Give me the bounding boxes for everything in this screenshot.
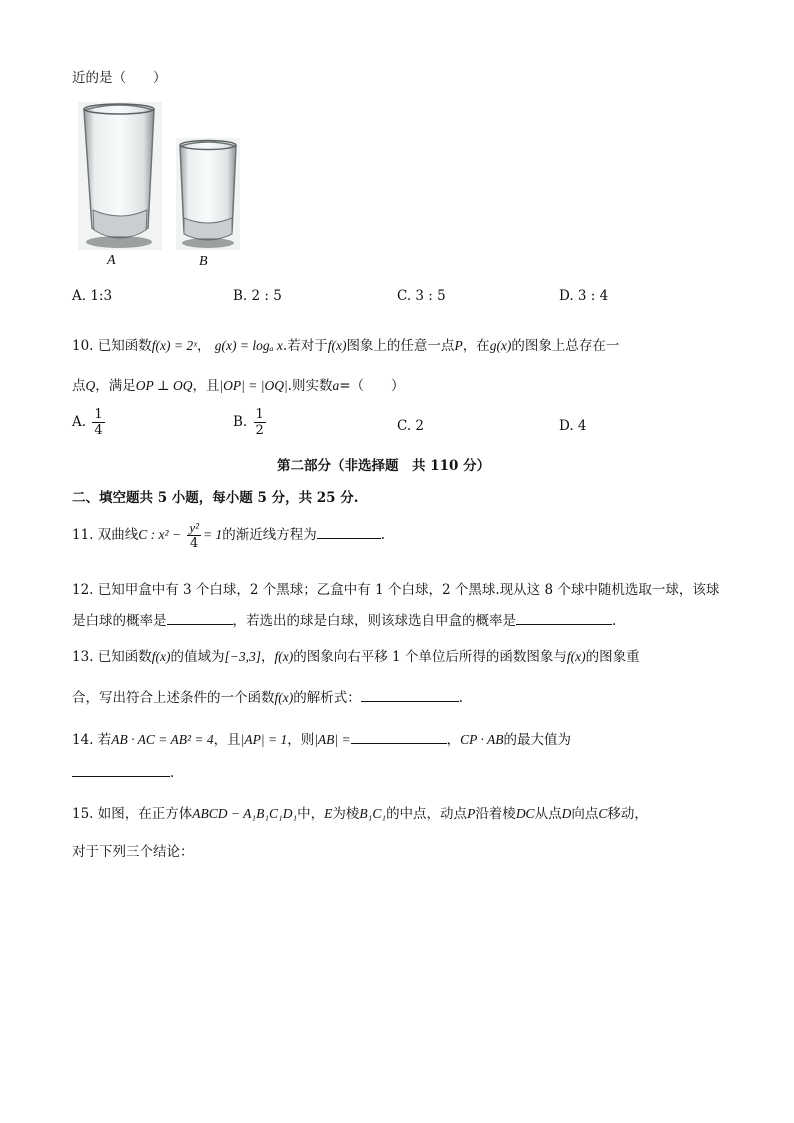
glass-label-b: B (199, 254, 208, 269)
glass-a (78, 102, 162, 250)
q13-answer-blank[interactable] (361, 689, 459, 702)
q9-option-d: D. 3 : 4 (559, 288, 609, 304)
q11-answer-blank[interactable] (317, 526, 381, 539)
q15-line2: 对于下列三个结论： (72, 844, 194, 860)
q9-option-a: A. 1:3 (72, 288, 113, 304)
q14-line1: 14. 若AB · AC = AB² = 4，且|AP| = 1，则|AB| = ，CP · AB的最大值为 (72, 732, 571, 748)
q10-option-d: D. 4 (559, 418, 587, 434)
q12-line1: 12. 已知甲盒中有 3 个白球，2 个黑球；乙盒中有 1 个白球，2 个黑球.现从这 8 个球中随机选取一球，该球 (72, 582, 720, 598)
q10-option-b: B. $\frac{1}{2}$ (233, 407, 264, 438)
glasses-figure (76, 100, 246, 260)
q12-blank-1[interactable] (167, 612, 233, 625)
glass-label-a: A (107, 253, 116, 268)
q12-blank-2[interactable] (516, 612, 612, 625)
q14-line2: . (72, 764, 174, 781)
q10-option-c: C. 2 (397, 418, 425, 434)
q14-blank-1[interactable] (351, 731, 447, 744)
part2-title: 第二部分（非选择题 共 110 分） (277, 458, 491, 474)
q10-line1: 10. 已知函数f(x) = 2ˣ， g(x) = logₐ x.若对于f(x)图象上的任意一点P，在g(x)的图象上总存在一 (72, 338, 620, 354)
q13-line1: 13. 已知函数f(x)的值域为[−3,3]，f(x)的图象向右平移 1 个单位后所得的函数图象与f(x)的图象重 (72, 649, 640, 665)
section2-title: 二、填空题共 5 小题，每小题 5 分，共 25 分. (72, 490, 359, 506)
q13-line2: 合，写出符合上述条件的一个函数f(x)的解析式： . (72, 690, 464, 706)
q12-line2: 是白球的概率是 ，若选出的球是白球，则该球选自甲盒的概率是 . (72, 613, 617, 629)
q9-option-b: B. 2 : 5 (233, 288, 282, 304)
q15-line1: 15. 如图，在正方体ABCD − A₁B₁C₁D₁中，E为棱B₁C₁的中点，动点P沿着棱DC从点D向点C移动， (72, 806, 648, 822)
q14-blank-2[interactable] (72, 764, 170, 777)
q10-line2: 点Q，满足OP ⊥ OQ，且|OP| = |OQ|.则实数a=（ ） (72, 378, 405, 394)
q9-tail: 近的是（ ） (72, 70, 167, 86)
q11: 11. 双曲线C : x² − $\frac{\text{y²}}{4}$ = 1的渐近线方程为 . (72, 520, 386, 551)
q9-option-c: C. 3 : 5 (397, 288, 446, 304)
glass-b (176, 138, 240, 250)
q10-option-a: A. $\frac{1}{4}$ (72, 407, 103, 438)
